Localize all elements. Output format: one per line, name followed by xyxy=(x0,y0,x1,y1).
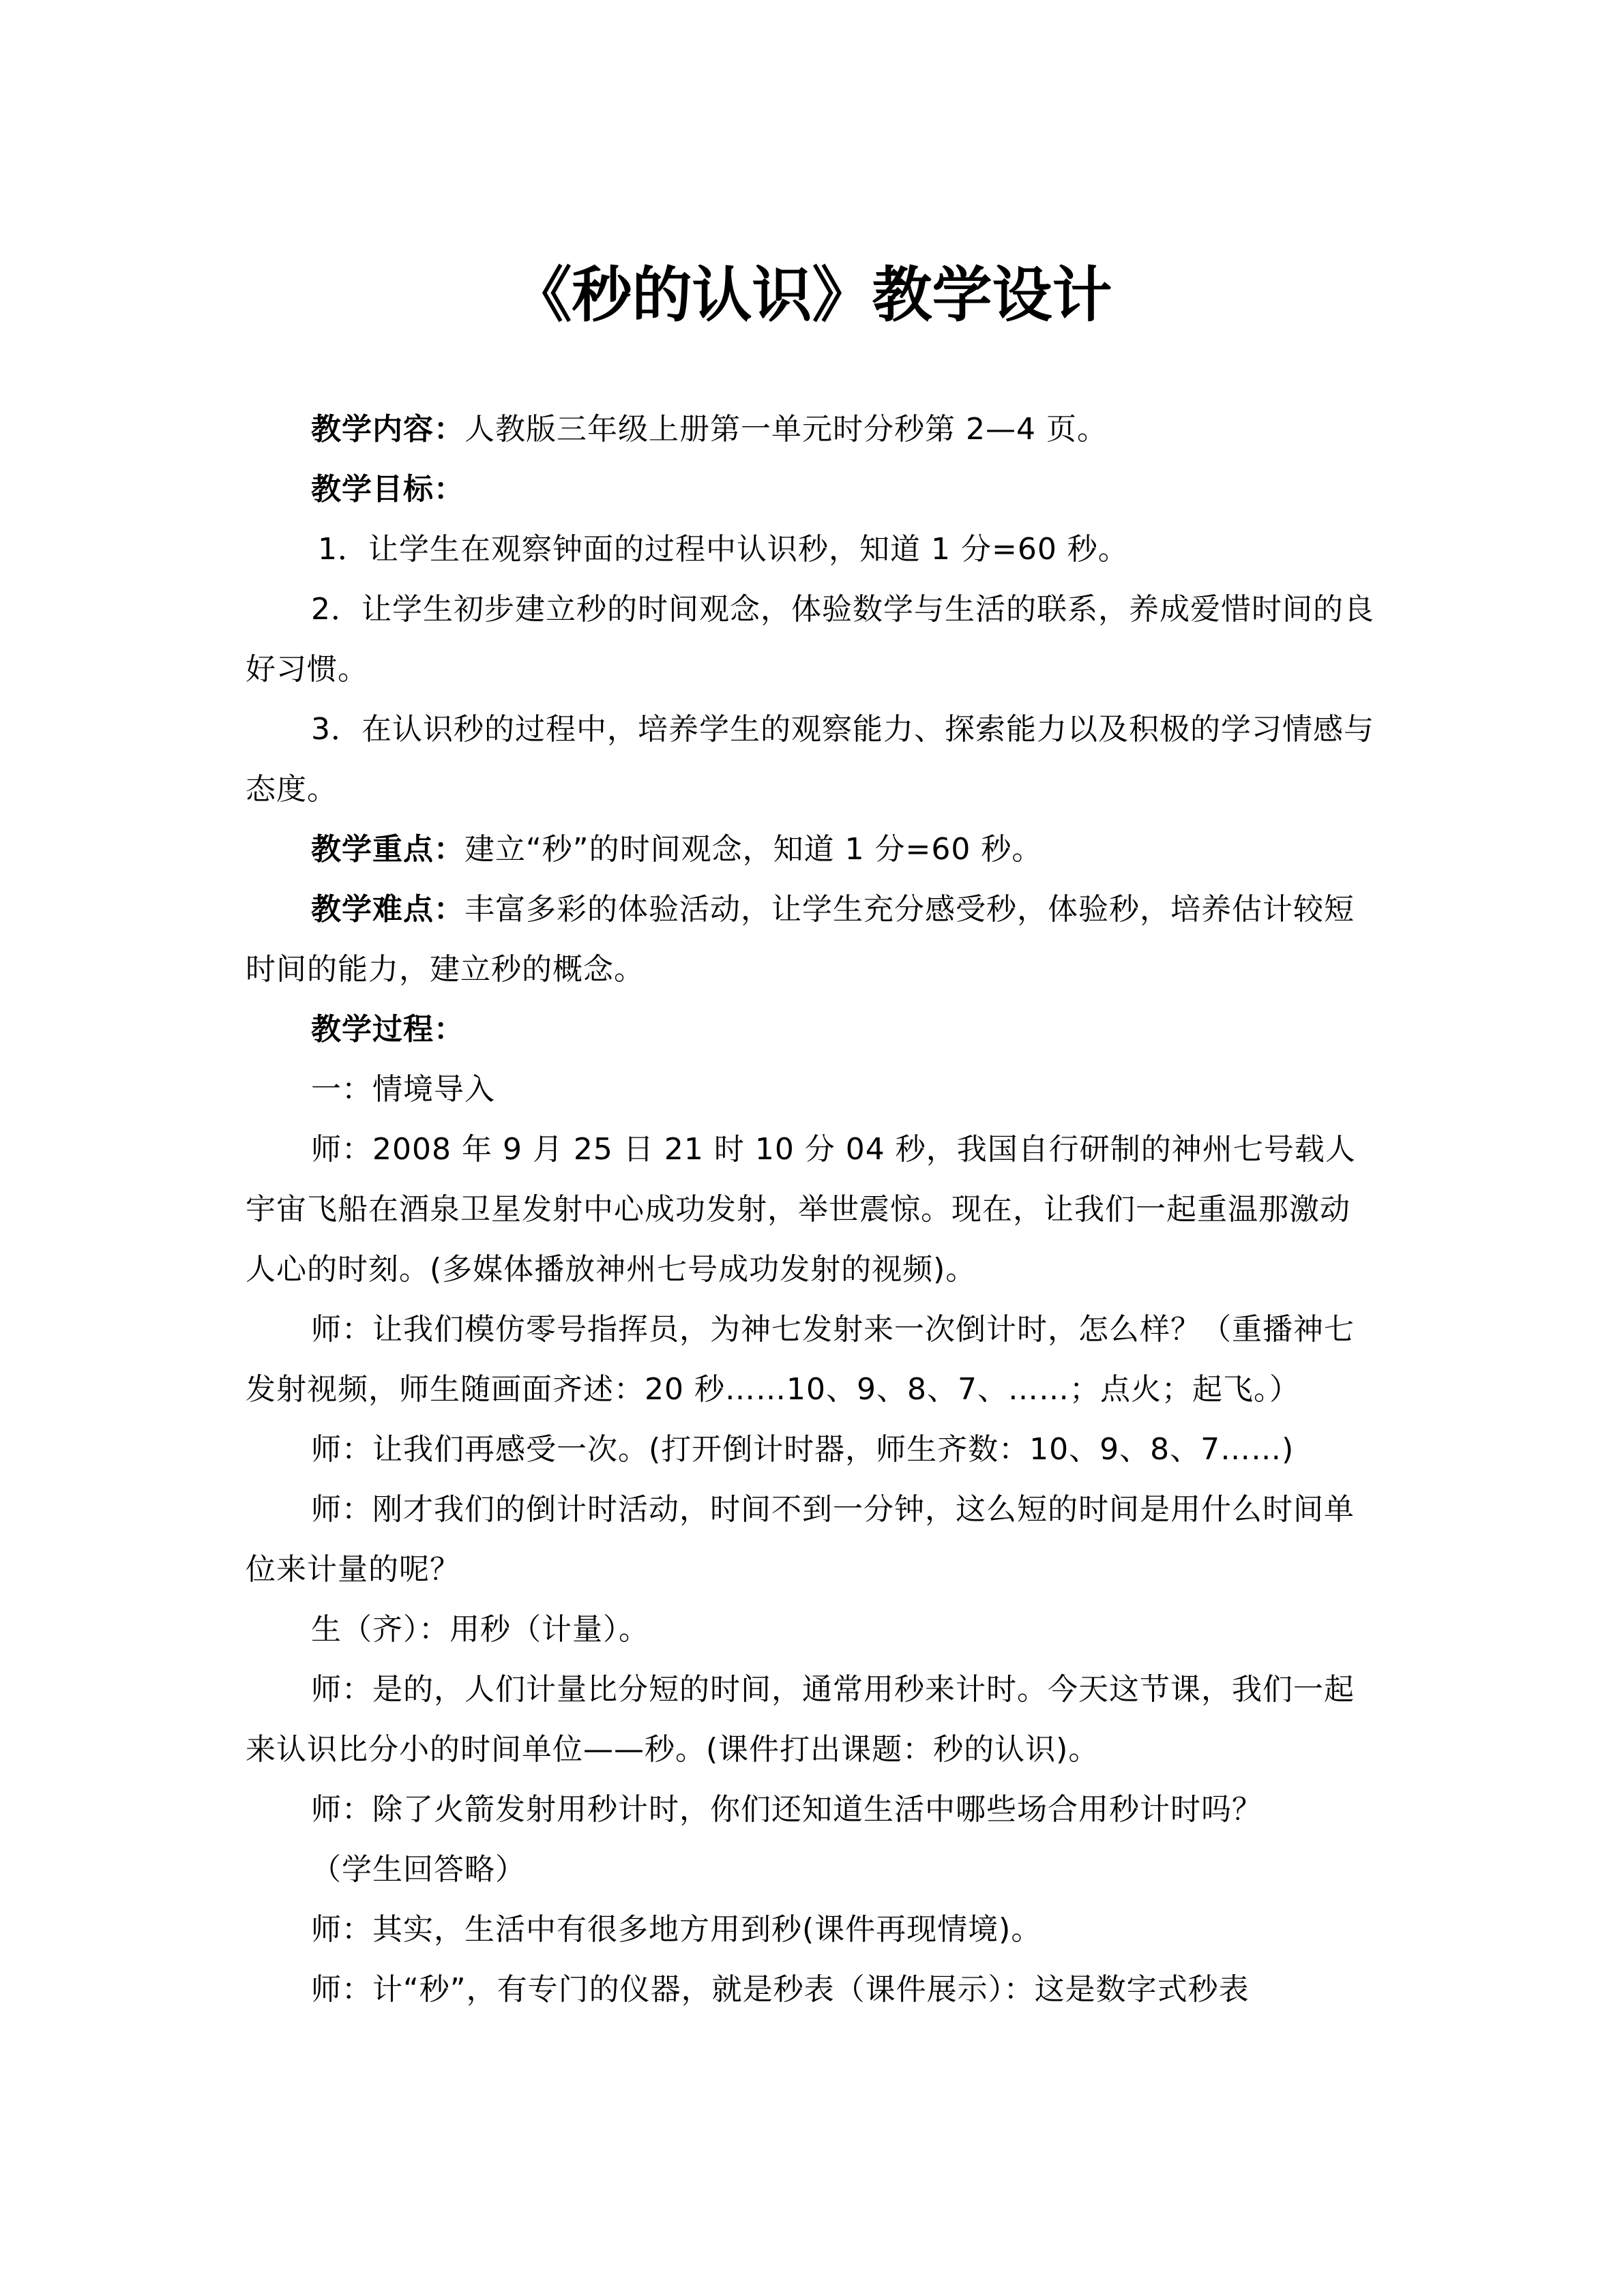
paragraph-2: 师：让我们模仿零号指挥员，为神七发射来一次倒计时，怎么样？（重播神七发射视频，师生随画面齐述：20 秒……10、9、8、7、……；点火；起飞。） xyxy=(246,1312,1355,1407)
teaching-objectives-heading xyxy=(246,460,1378,520)
objective-2: 2．让学生初步建立秒的时间观念，体验数学与生活的联系，养成爱惜时间的良好习惯。 xyxy=(246,592,1374,687)
teaching-content-label: 教学内容： xyxy=(311,412,464,447)
teaching-objectives-label: 教学目标： xyxy=(311,472,464,507)
key-point-text: 建立“秒”的时间观念，知道 1 分=60 秒。 xyxy=(464,832,1043,867)
paragraph-10: 师：计“秒”，有专门的仪器，就是秒表（课件展示）：这是数字式秒表 xyxy=(311,1972,1250,2007)
document-title: 《秒的认识》教学设计 xyxy=(512,259,1112,330)
paragraph-6: 师：是的，人们计量比分短的时间，通常用秒来计时。今天这节课，我们一起来认识比分小的时间单位——秒。(课件打出课题：秒的认识)。 xyxy=(246,1672,1355,1767)
paragraph-5: 生（齐）：用秒（计量）。 xyxy=(311,1612,649,1647)
key-point-label: 教学重点： xyxy=(311,832,464,867)
section-1-heading: 一：情境导入 xyxy=(311,1072,495,1107)
document-body xyxy=(246,400,1378,2020)
teaching-content-text: 人教版三年级上册第一单元时分秒第 2—4 页。 xyxy=(464,412,1108,447)
difficulty-text: 丰富多彩的体验活动，让学生充分感受秒，体验秒，培养估计较短时间的能力，建立秒的概念。 xyxy=(246,892,1355,987)
teaching-content-paragraph xyxy=(246,400,1378,460)
objective-3: 3．在认识秒的过程中，培养学生的观察能力、探索能力以及积极的学习情感与态度。 xyxy=(246,712,1374,807)
paragraph-1: 师：2008 年 9 月 25 日 21 时 10 分 04 秒，我国自行研制的神州七号载人宇宙飞船在酒泉卫星发射中心成功发射，举世震惊。现在，让我们一起重温那激动人心的时刻。(多媒体播放神州七号成功发射的视频)。 xyxy=(246,1132,1356,1287)
difficulty-paragraph xyxy=(246,880,1378,1000)
paragraph-9: 师：其实，生活中有很多地方用到秒(课件再现情境)。 xyxy=(311,1912,1042,1947)
objective-1: 1．让学生在观察钟面的过程中认识秒，知道 1 分=60 秒。 xyxy=(318,532,1129,567)
teaching-process-heading xyxy=(246,1000,1378,1060)
paragraph-3: 师：让我们再感受一次。(打开倒计时器，师生齐数：10、9、8、7……) xyxy=(311,1432,1295,1467)
paragraph-4: 师：刚才我们的倒计时活动，时间不到一分钟，这么短的时间是用什么时间单位来计量的呢？ xyxy=(246,1492,1355,1587)
difficulty-label: 教学难点： xyxy=(311,892,464,927)
key-point-paragraph xyxy=(246,820,1378,880)
paragraph-7: 师：除了火箭发射用秒计时，你们还知道生活中哪些场合用秒计时吗？ xyxy=(311,1792,1263,1827)
paragraph-8: （学生回答略） xyxy=(311,1852,526,1887)
teaching-process-label: 教学过程： xyxy=(311,1012,464,1047)
